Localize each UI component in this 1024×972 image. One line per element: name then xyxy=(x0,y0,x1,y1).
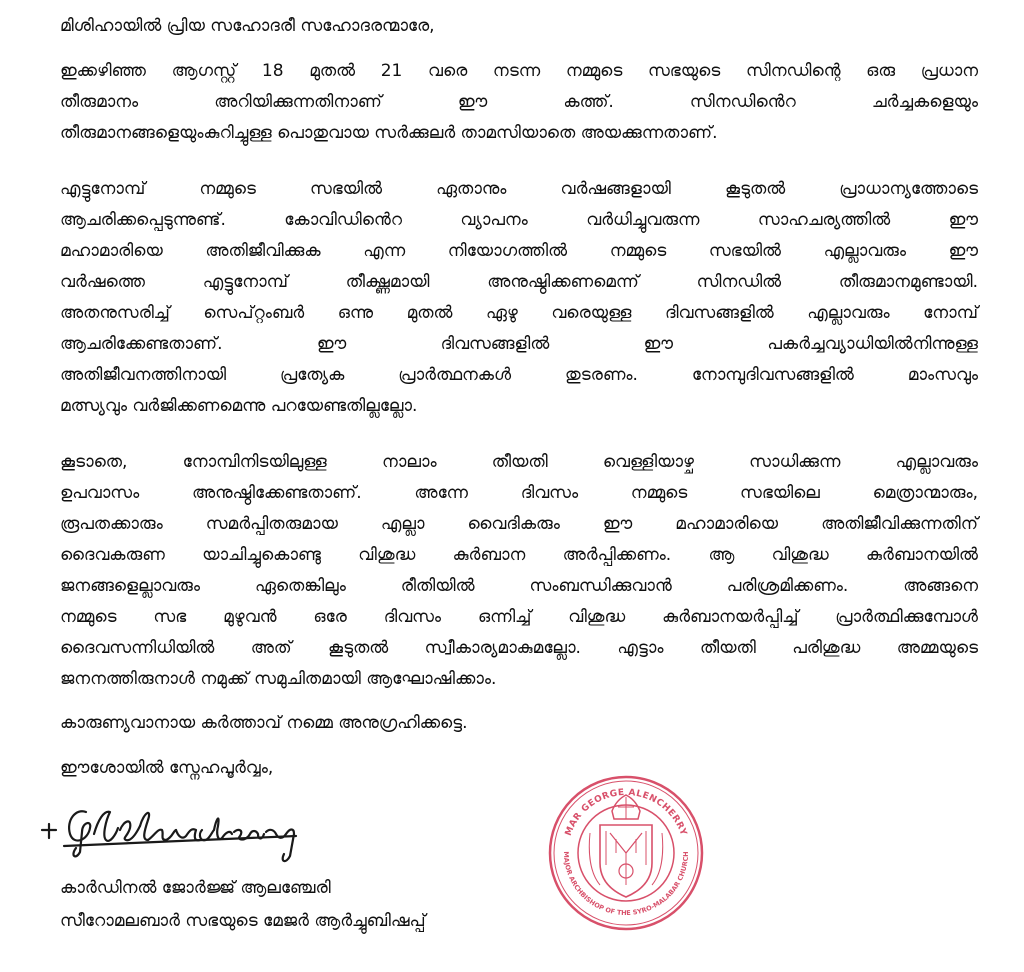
paragraph-2-line-7: അതിജീവനത്തിനായി പ്രത്യേക പ്രാർത്ഥനകൾ തുടരണം. നോമ്പുദിവസങ്ങളിൽ മാംസവും xyxy=(60,365,978,385)
signatory-name: കാർഡിനൽ ജോർജ്ജ് ആലഞ്ചേരി xyxy=(60,878,331,898)
paragraph-3-line-5: ജനങ്ങളെല്ലാവരും ഏതെങ്കിലും രീതിയിൽ സംബന്ധിക്കുവാൻ പരിശ്രമിക്കണം. അങ്ങനെ xyxy=(60,576,978,596)
seal-image xyxy=(546,773,706,933)
paragraph-2-line-2: ആചരിക്കപ്പെടുന്നുണ്ട്. കോവിഡിൻെറ വ്യാപനം വർധിച്ചുവരുന്ന സാഹചര്യത്തിൽ ഈ xyxy=(60,210,978,230)
paragraph-1-line-1: ഇക്കഴിഞ്ഞ ആഗസ്റ്റ് 18 മുതൽ 21 വരെ നടന്ന നമ്മുടെ സഭയുടെ സിനഡിന്റെ ഒരു പ്രധാന xyxy=(60,61,978,81)
svg-text:MAJOR ARCHBISHOP OF THE SYRO-M: MAJOR ARCHBISHOP OF THE SYRO-MALABAR CHURCH xyxy=(561,851,691,918)
paragraph-3-line-7: ദൈവസന്നിധിയിൽ അത് കൂടുതൽ സ്വീകാര്യമാകുമല്ലോ. എട്ടാം തീയതി പരിശുദ്ധ അമ്മയുടെ xyxy=(60,638,978,658)
paragraph-2-line-5: അതനുസരിച്ച് സെപ്റ്റംബർ ഒന്നു മുതൽ ഏഴു വരെയുള്ള ദിവസങ്ങളിൽ എല്ലാവരും നോമ്പ് xyxy=(60,303,978,323)
paragraph-1-line-3: തീരുമാനങ്ങളെയുംകുറിച്ചുള്ള പൊതുവായ സർക്കുലർ താമസിയാതെ അയക്കുന്നതാണ്. xyxy=(60,123,718,143)
paragraph-2-line-1: എട്ടുനോമ്പ് നമ്മുടെ സഭയിൽ ഏതാനും വർഷങ്ങളായി കൂടുതൽ പ്രാധാന്യത്തോടെ xyxy=(60,179,978,199)
signatory-title: സീറോമലബാർ സഭയുടെ മേജർ ആർച്ചുബിഷപ്പ് xyxy=(60,911,426,931)
paragraph-2-line-4: വർഷത്തെ എട്ടുനോമ്പ് തീക്ഷ്ണമായി അനുഷ്ഠിക്കണമെന്ന് സിനഡിൽ തീരുമാനമുണ്ടായി. xyxy=(60,272,978,292)
paragraph-3-line-4: ദൈവകരുണ യാചിച്ചുകൊണ്ടു വിശുദ്ധ കുർബാന അർപ്പിക്കണം. ആ വിശുദ്ധ കുർബാനയിൽ xyxy=(60,545,978,565)
signature-image xyxy=(36,800,336,870)
paragraph-3-line-6: നമ്മുടെ സഭ മുഴുവൻ ഒരേ ദിവസം ഒന്നിച്ച് വിശുദ്ധ കുർബാനയർപ്പിച്ച് പ്രാർത്ഥിക്കുമ്പോൾ xyxy=(60,607,978,627)
paragraph-2-line-3: മഹാമാരിയെ അതിജീവിക്കുക എന്ന നിയോഗത്തിൽ നമ്മുടെ സഭയിൽ എല്ലാവരും ഈ xyxy=(60,241,978,261)
paragraph-2-line-6: ആചരിക്കേണ്ടതാണ്. ഈ ദിവസങ്ങളിൽ ഈ പകർച്ചവ്യാധിയിൽനിന്നുള്ള xyxy=(60,334,978,354)
blessing-line: കാരുണ്യവാനായ കർത്താവ് നമ്മെ അനുഗ്രഹിക്കട്ടെ. xyxy=(60,713,468,733)
salutation: മിശിഹായിൽ പ്രിയ സഹോദരീ സഹോദരന്മാരേ, xyxy=(60,16,435,36)
closing-line: ഈശോയിൽ സ്നേഹപൂർവ്വം, xyxy=(60,758,274,778)
paragraph-3-line-1: കൂടാതെ, നോമ്പിനിടയിലുള്ള നാലാം തീയതി വെള്ളിയാഴ്ച സാധിക്കുന്ന എല്ലാവരും xyxy=(60,452,978,472)
paragraph-3-line-8: ജനനത്തിരുനാൾ നമുക്ക് സമുചിതമായി ആഘോഷിക്കാം. xyxy=(60,669,497,689)
paragraph-1-line-2: തീരുമാനം അറിയിക്കുന്നതിനാണ് ഈ കത്ത്. സിനഡിൻെറ ചർച്ചകളെയും xyxy=(60,92,978,112)
paragraph-3-line-2: ഉപവാസം അനുഷ്ഠിക്കേണ്ടതാണ്. അന്നേ ദിവസം നമ്മുടെ സഭയിലെ മെത്രാന്മാരും, xyxy=(60,483,978,503)
paragraph-3-line-3: രൂപതക്കാരും സമർപ്പിതരുമായ എല്ലാ വൈദികരും ഈ മഹാമാരിയെ അതിജീവിക്കുന്നതിന് xyxy=(60,514,978,534)
paragraph-2-line-8: മത്സ്യവും വർജിക്കണമെന്നു പറയേണ്ടതില്ലല്ലോ. xyxy=(60,396,418,416)
svg-text:MAR GEORGE ALENCHERRY: MAR GEORGE ALENCHERRY xyxy=(563,787,689,838)
